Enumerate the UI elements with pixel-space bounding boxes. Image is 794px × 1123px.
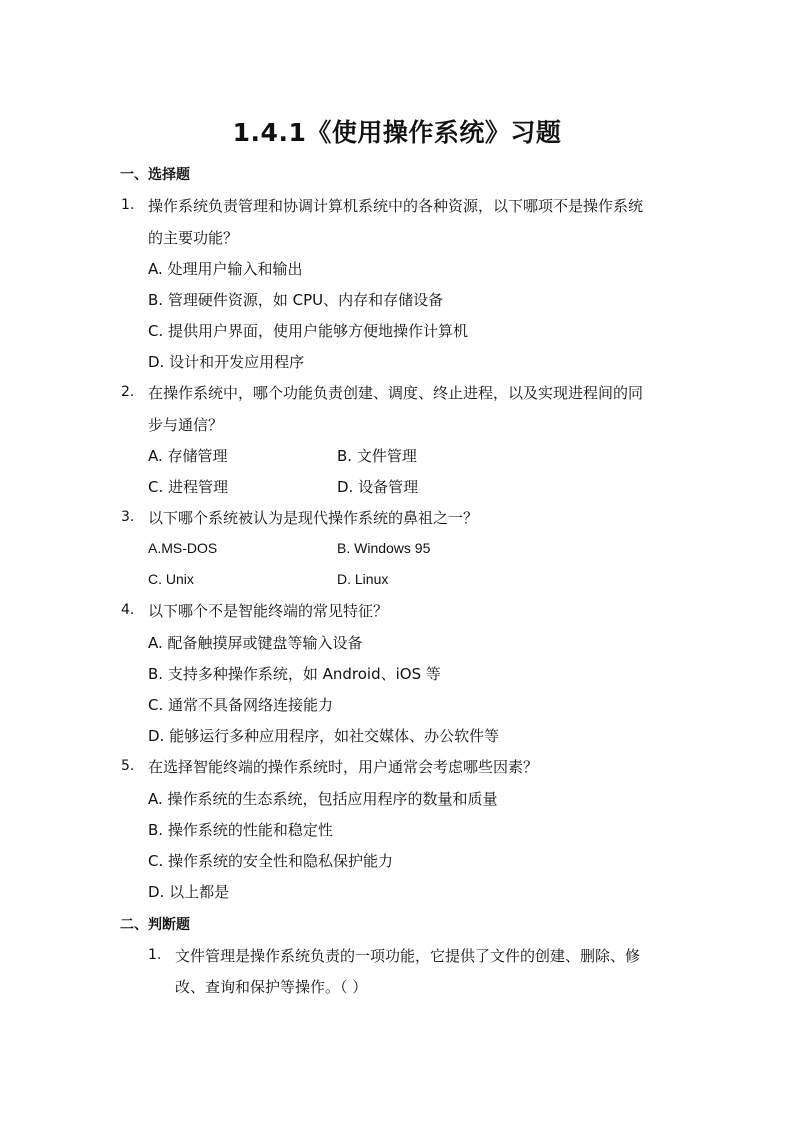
- question-text: 在选择智能终端的操作系统时，用户通常会考虑哪些因素？: [148, 758, 539, 776]
- question-number: 1.: [148, 947, 162, 963]
- question-number: 2.: [121, 384, 135, 400]
- option-c: C. 操作系统的安全性和隐私保护能力: [148, 852, 394, 870]
- option-a: A. 配备触摸屏或键盘等输入设备: [148, 634, 363, 652]
- question-number: 5.: [121, 758, 135, 774]
- option-b: B. 管理硬件资源，如 CPU、内存和存储设备: [148, 291, 444, 309]
- question-text: 的主要功能？: [148, 229, 239, 247]
- question-text: 改、查询和保护等操作。（ ）: [175, 978, 368, 996]
- option-c: C. 通常不具备网络连接能力: [148, 696, 334, 714]
- option-d: D. 设备管理: [337, 478, 419, 496]
- option-c: C. 提供用户界面，使用户能够方便地操作计算机: [148, 322, 469, 340]
- option-b: B. 操作系统的性能和稳定性: [148, 821, 333, 839]
- question-text: 在操作系统中，哪个功能负责创建、调度、终止进程，以及实现进程间的同: [148, 384, 644, 402]
- option-a: A.MS-DOS: [148, 540, 218, 556]
- question-text: 操作系统负责管理和协调计算机系统中的各种资源，以下哪项不是操作系统: [148, 197, 644, 215]
- option-d: D. 设计和开发应用程序: [148, 353, 305, 371]
- option-a: A. 操作系统的生态系统，包括应用程序的数量和质量: [148, 790, 498, 808]
- option-d: D. Linux: [337, 571, 389, 587]
- page-title: 1.4.1《使用操作系统》习题: [232, 118, 562, 147]
- option-d: D. 能够运行多种应用程序，如社交媒体、办公软件等: [148, 727, 500, 745]
- option-c: C. Unix: [148, 571, 194, 587]
- question-number: 1.: [121, 197, 135, 213]
- section-heading-judgement: 二、判断题: [120, 917, 190, 933]
- question-text: 文件管理是操作系统负责的一项功能，它提供了文件的创建、删除、修: [175, 947, 641, 965]
- option-d: D. 以上都是: [148, 883, 230, 901]
- option-b: B. Windows 95: [337, 540, 431, 556]
- question-text: 步与通信？: [148, 416, 224, 434]
- option-b: B. 文件管理: [337, 447, 417, 465]
- section-heading-choice: 一、选择题: [120, 167, 190, 183]
- option-a: A. 存储管理: [148, 447, 228, 465]
- question-text: 以下哪个不是智能终端的常见特征？: [148, 602, 389, 620]
- option-a: A. 处理用户输入和输出: [148, 260, 303, 278]
- option-c: C. 进程管理: [148, 478, 229, 496]
- question-text: 以下哪个系统被认为是现代操作系统的鼻祖之一？: [148, 509, 479, 527]
- option-b: B. 支持多种操作系统，如 Android、iOS 等: [148, 665, 441, 683]
- question-number: 3.: [121, 509, 135, 525]
- question-number: 4.: [121, 602, 135, 618]
